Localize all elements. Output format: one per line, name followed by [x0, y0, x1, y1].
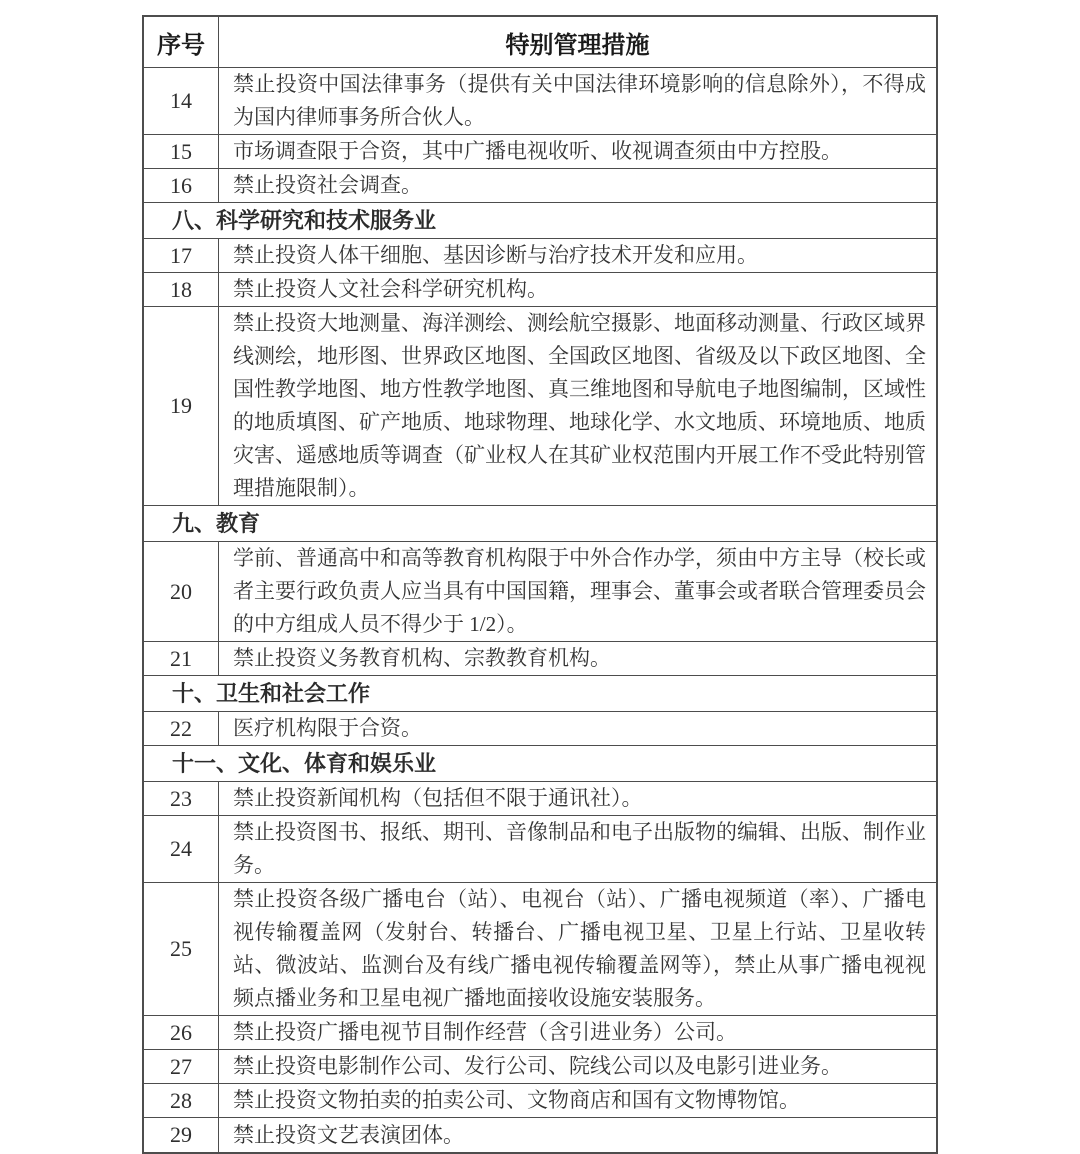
section-row [144, 746, 936, 782]
table-row [144, 307, 936, 506]
row-measure-cell [219, 782, 936, 815]
row-measure-text: 禁止投资中国法律事务（提供有关中国法律环境影响的信息除外），不得成为国内律师事务所合伙人。 [233, 72, 926, 129]
row-measure-text: 禁止投资社会调查。 [233, 173, 422, 197]
column-header-special-management-measures: 特别管理措施 [505, 31, 650, 59]
row-serial-number: 26 [144, 1016, 219, 1049]
row-measure-text: 禁止投资人体干细胞、基因诊断与治疗技术开发和应用。 [233, 243, 758, 267]
section-title: 十、卫生和社会工作 [172, 681, 371, 706]
row-measure-text: 禁止投资文艺表演团体。 [233, 1122, 464, 1147]
table-row [144, 1118, 936, 1152]
table-row [144, 273, 936, 307]
table-body [144, 68, 936, 1152]
section-title: 八、科学研究和技术服务业 [172, 208, 437, 233]
row-measure-cell [219, 816, 936, 882]
table-row [144, 68, 936, 135]
section-row [144, 203, 936, 239]
row-measure-text: 禁止投资义务教育机构、宗教教育机构。 [233, 646, 611, 670]
table-row [144, 816, 936, 883]
table-row [144, 169, 936, 203]
row-serial-number: 29 [144, 1118, 219, 1152]
table-row [144, 782, 936, 816]
row-measure-text: 禁止投资文物拍卖的拍卖公司、文物商店和国有文物博物馆。 [233, 1088, 800, 1112]
row-measure-cell [219, 1050, 936, 1083]
table-row [144, 239, 936, 273]
row-measure-text: 禁止投资广播电视节目制作经营（含引进业务）公司。 [233, 1020, 737, 1044]
section-title: 十一、文化、体育和娱乐业 [172, 751, 437, 776]
row-serial-number: 23 [144, 782, 219, 815]
row-measure-cell [219, 1016, 936, 1049]
row-measure-text: 学前、普通高中和高等教育机构限于中外合作办学，须由中方主导（校长或者主要行政负责人应当具有中国国籍，理事会、董事会或者联合管理委员会的中方组成人员不得少于 1/2）。 [233, 546, 926, 636]
row-measure-text: 市场调查限于合资，其中广播电视收听、收视调查须由中方控股。 [233, 139, 842, 163]
row-measure-cell [219, 1118, 936, 1152]
row-measure-cell [219, 883, 936, 1015]
row-serial-number: 17 [144, 239, 219, 272]
table-row [144, 1016, 936, 1050]
row-serial-number: 16 [144, 169, 219, 202]
row-serial-number: 28 [144, 1084, 219, 1117]
column-header-serial-number: 序号 [144, 17, 219, 67]
table-row [144, 542, 936, 642]
row-measure-text: 禁止投资图书、报纸、期刊、音像制品和电子出版物的编辑、出版、制作业务。 [233, 820, 926, 877]
table-row [144, 1084, 936, 1118]
row-serial-number: 27 [144, 1050, 219, 1083]
section-title: 九、教育 [172, 511, 261, 536]
row-measure-cell [219, 712, 936, 745]
section-row [144, 506, 936, 542]
row-measure-cell [219, 273, 936, 306]
section-row [144, 676, 936, 712]
table-row [144, 642, 936, 676]
row-measure-cell [219, 68, 936, 134]
row-measure-text: 禁止投资人文社会科学研究机构。 [233, 277, 548, 301]
row-serial-number: 21 [144, 642, 219, 675]
row-measure-cell [219, 239, 936, 272]
row-measure-cell [219, 307, 936, 505]
row-serial-number: 15 [144, 135, 219, 168]
table-row [144, 883, 936, 1016]
row-measure-text: 禁止投资各级广播电台（站）、电视台（站）、广播电视频道（率）、广播电视传输覆盖网（发射台、转播台、广播电视卫星、卫星上行站、卫星收转站、微波站、监测台及有线广播电视传输覆盖网等），禁止从事广播电视视频点播业务和卫星电视广播地面接收设施安装服务。 [233, 887, 926, 1010]
row-measure-text: 禁止投资大地测量、海洋测绘、测绘航空摄影、地面移动测量、行政区域界线测绘，地形图、世界政区地图、全国政区地图、省级及以下政区地图、全国性教学地图、地方性教学地图、真三维地图和导航电子地图编制，区域性的地质填图、矿产地质、地球物理、地球化学、水文地质、环境地质、地质灾害、遥感地质等调查（矿业权人在其矿业权范围内开展工作不受此特别管理措施限制）。 [233, 311, 926, 500]
table-row [144, 712, 936, 746]
row-measure-text: 禁止投资新闻机构（包括但不限于通讯社）。 [233, 786, 643, 810]
table-row [144, 1050, 936, 1084]
row-measure-text: 医疗机构限于合资。 [233, 716, 422, 740]
row-measure-cell [219, 169, 936, 202]
table-header-row [144, 17, 936, 68]
special-measures-table [142, 15, 938, 1154]
row-serial-number: 25 [144, 883, 219, 1015]
row-serial-number: 14 [144, 68, 219, 134]
row-serial-number: 22 [144, 712, 219, 745]
row-serial-number: 18 [144, 273, 219, 306]
row-serial-number: 20 [144, 542, 219, 641]
row-measure-text: 禁止投资电影制作公司、发行公司、院线公司以及电影引进业务。 [233, 1054, 842, 1078]
row-measure-cell [219, 1084, 936, 1117]
row-measure-cell [219, 135, 936, 168]
row-serial-number: 19 [144, 307, 219, 505]
row-serial-number: 24 [144, 816, 219, 882]
row-measure-cell [219, 642, 936, 675]
row-measure-cell [219, 542, 936, 641]
table-row [144, 135, 936, 169]
